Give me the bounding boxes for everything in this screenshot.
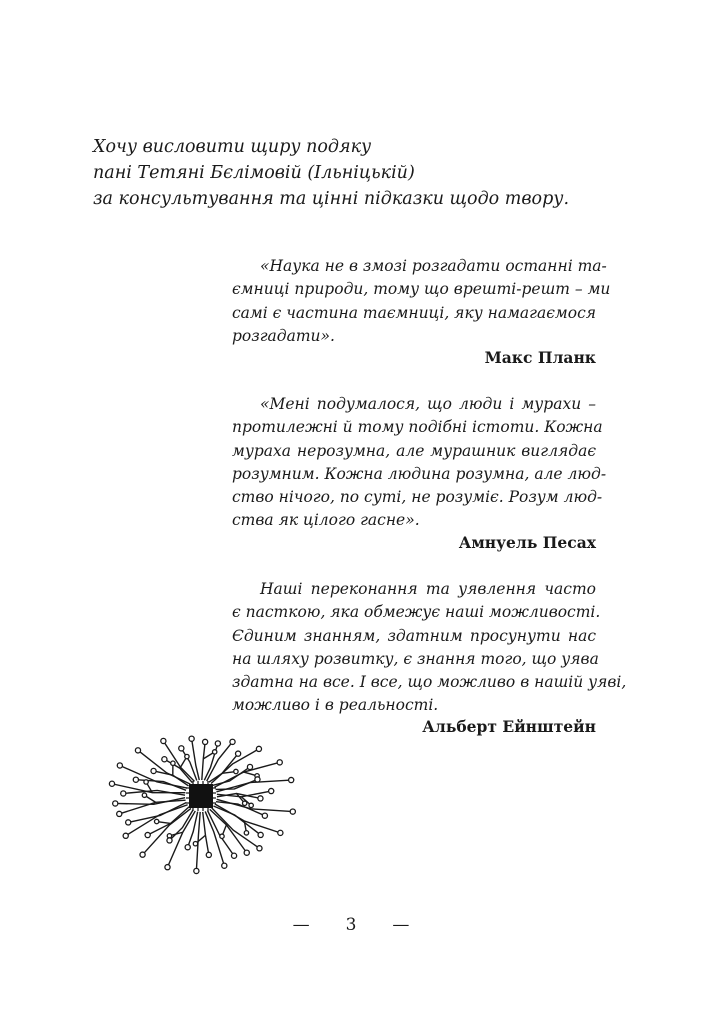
circuit-node — [140, 852, 145, 857]
circuit-node — [215, 741, 220, 746]
acknowledgement-line: пані Тетяні Бєлімовій (Ільніцькій) — [93, 163, 415, 183]
quote-line: на шляху розвитку, є знання того, що уява — [232, 649, 599, 668]
circuit-node — [244, 831, 248, 835]
circuit-node — [165, 865, 170, 870]
circuit-trace — [217, 799, 293, 811]
circuit-node — [256, 746, 261, 751]
circuit-node — [133, 777, 138, 782]
circuit-node — [162, 757, 167, 762]
footer-dash: — — [292, 915, 310, 935]
circuit-node — [289, 777, 294, 782]
circuit-node — [117, 763, 122, 768]
quote-line: можливо і в реальності. — [232, 696, 439, 715]
quote-line: мураха нерозумна, але мурашник виглядає — [232, 441, 596, 460]
acknowledgement-line: Хочу висловити щиру подяку — [93, 137, 372, 157]
circuit-node — [230, 739, 235, 744]
circuit-node — [257, 846, 262, 851]
circuit-node — [262, 813, 267, 818]
circuit-node — [144, 780, 148, 784]
circuit-node — [278, 830, 283, 835]
circuit-node — [258, 832, 263, 837]
page-number: 3 — [345, 915, 357, 935]
circuit-node — [212, 750, 216, 754]
circuit-node — [185, 754, 189, 758]
circuit-node — [123, 833, 128, 838]
circuit-node — [220, 834, 224, 838]
circuit-node — [113, 801, 118, 806]
circuit-node — [194, 868, 199, 873]
quote-line: розумним. Кожна людина розумна, але люд- — [232, 464, 607, 483]
circuit-node — [258, 796, 263, 801]
circuit-node — [145, 832, 150, 837]
circuit-node — [161, 738, 166, 743]
circuit-node — [247, 764, 252, 769]
acknowledgement — [93, 134, 653, 212]
circuit-trace — [138, 750, 190, 784]
quote-author: Макс Планк — [484, 348, 596, 367]
quote-line: здатна на все. І все, що можливо в нашій уяві, — [232, 673, 627, 692]
page-footer — [0, 915, 702, 935]
circuit-node — [171, 761, 175, 765]
circuit-node — [193, 841, 197, 845]
circuit-node — [203, 739, 208, 744]
circuit-node — [117, 811, 122, 816]
circuit-node — [179, 746, 184, 751]
quote-line: ство нічого, по суті, не розуміє. Розум люд- — [232, 488, 603, 507]
circuit-brain-icon — [104, 730, 310, 894]
circuit-node — [249, 803, 253, 807]
quote-pesakh — [232, 393, 607, 533]
circuit-node — [167, 838, 172, 843]
circuit-node — [189, 736, 194, 741]
circuit-node — [277, 760, 282, 765]
circuit-trace — [119, 800, 185, 814]
quote-line: ємниці природи, тому що врешті-решт – ми — [232, 280, 611, 299]
circuit-node — [121, 791, 126, 796]
acknowledgement-line: за консультування та цінні підказки щодо твору. — [93, 189, 570, 209]
circuit-node — [142, 793, 146, 797]
quote-line: «Мені подумалося, що люди і мурахи – — [260, 395, 596, 413]
quote-line: протилежні й тому подібні істоти. Кожна — [232, 418, 603, 437]
quote-planck — [232, 255, 611, 348]
circuit-trace — [202, 742, 205, 780]
quote-line: розгадати». — [232, 326, 335, 345]
quote-line: Наші переконання та уявлення часто — [260, 580, 596, 598]
quote-author: Альберт Ейнштейн — [422, 717, 596, 736]
circuit-node — [242, 801, 246, 805]
quote-author: Амнуель Песах — [458, 533, 596, 552]
quote-line: самі є частина таємниці, яку намагаємося — [232, 303, 597, 322]
circuit-node — [290, 809, 295, 814]
quote-line: ства як цілого гасне». — [232, 511, 420, 530]
circuit-node — [151, 768, 156, 773]
circuit-node — [244, 850, 249, 855]
circuit-trace — [204, 743, 218, 780]
circuit-node — [269, 788, 274, 793]
circuit-node — [135, 748, 140, 753]
circuit-node — [231, 853, 236, 858]
circuit-trace — [216, 779, 258, 789]
circuit-trace — [192, 739, 200, 780]
circuit-node — [222, 863, 227, 868]
chip-icon — [189, 784, 213, 808]
circuit-node — [234, 769, 238, 773]
circuit-node — [154, 819, 158, 823]
circuit-node — [206, 852, 211, 857]
circuit-node — [185, 845, 190, 850]
quote-line: «Наука не в змозі розгадати останні та- — [260, 257, 607, 275]
circuit-node — [126, 820, 131, 825]
quote-line: є пасткою, яка обмежує наші можливості. — [232, 603, 601, 622]
quote-einstein — [232, 578, 627, 718]
circuit-node — [255, 777, 260, 782]
circuit-node — [236, 751, 241, 756]
quote-line: Єдиним знанням, здатним просунути нас — [232, 626, 596, 645]
circuit-node — [109, 781, 114, 786]
footer-dash: — — [392, 915, 410, 935]
